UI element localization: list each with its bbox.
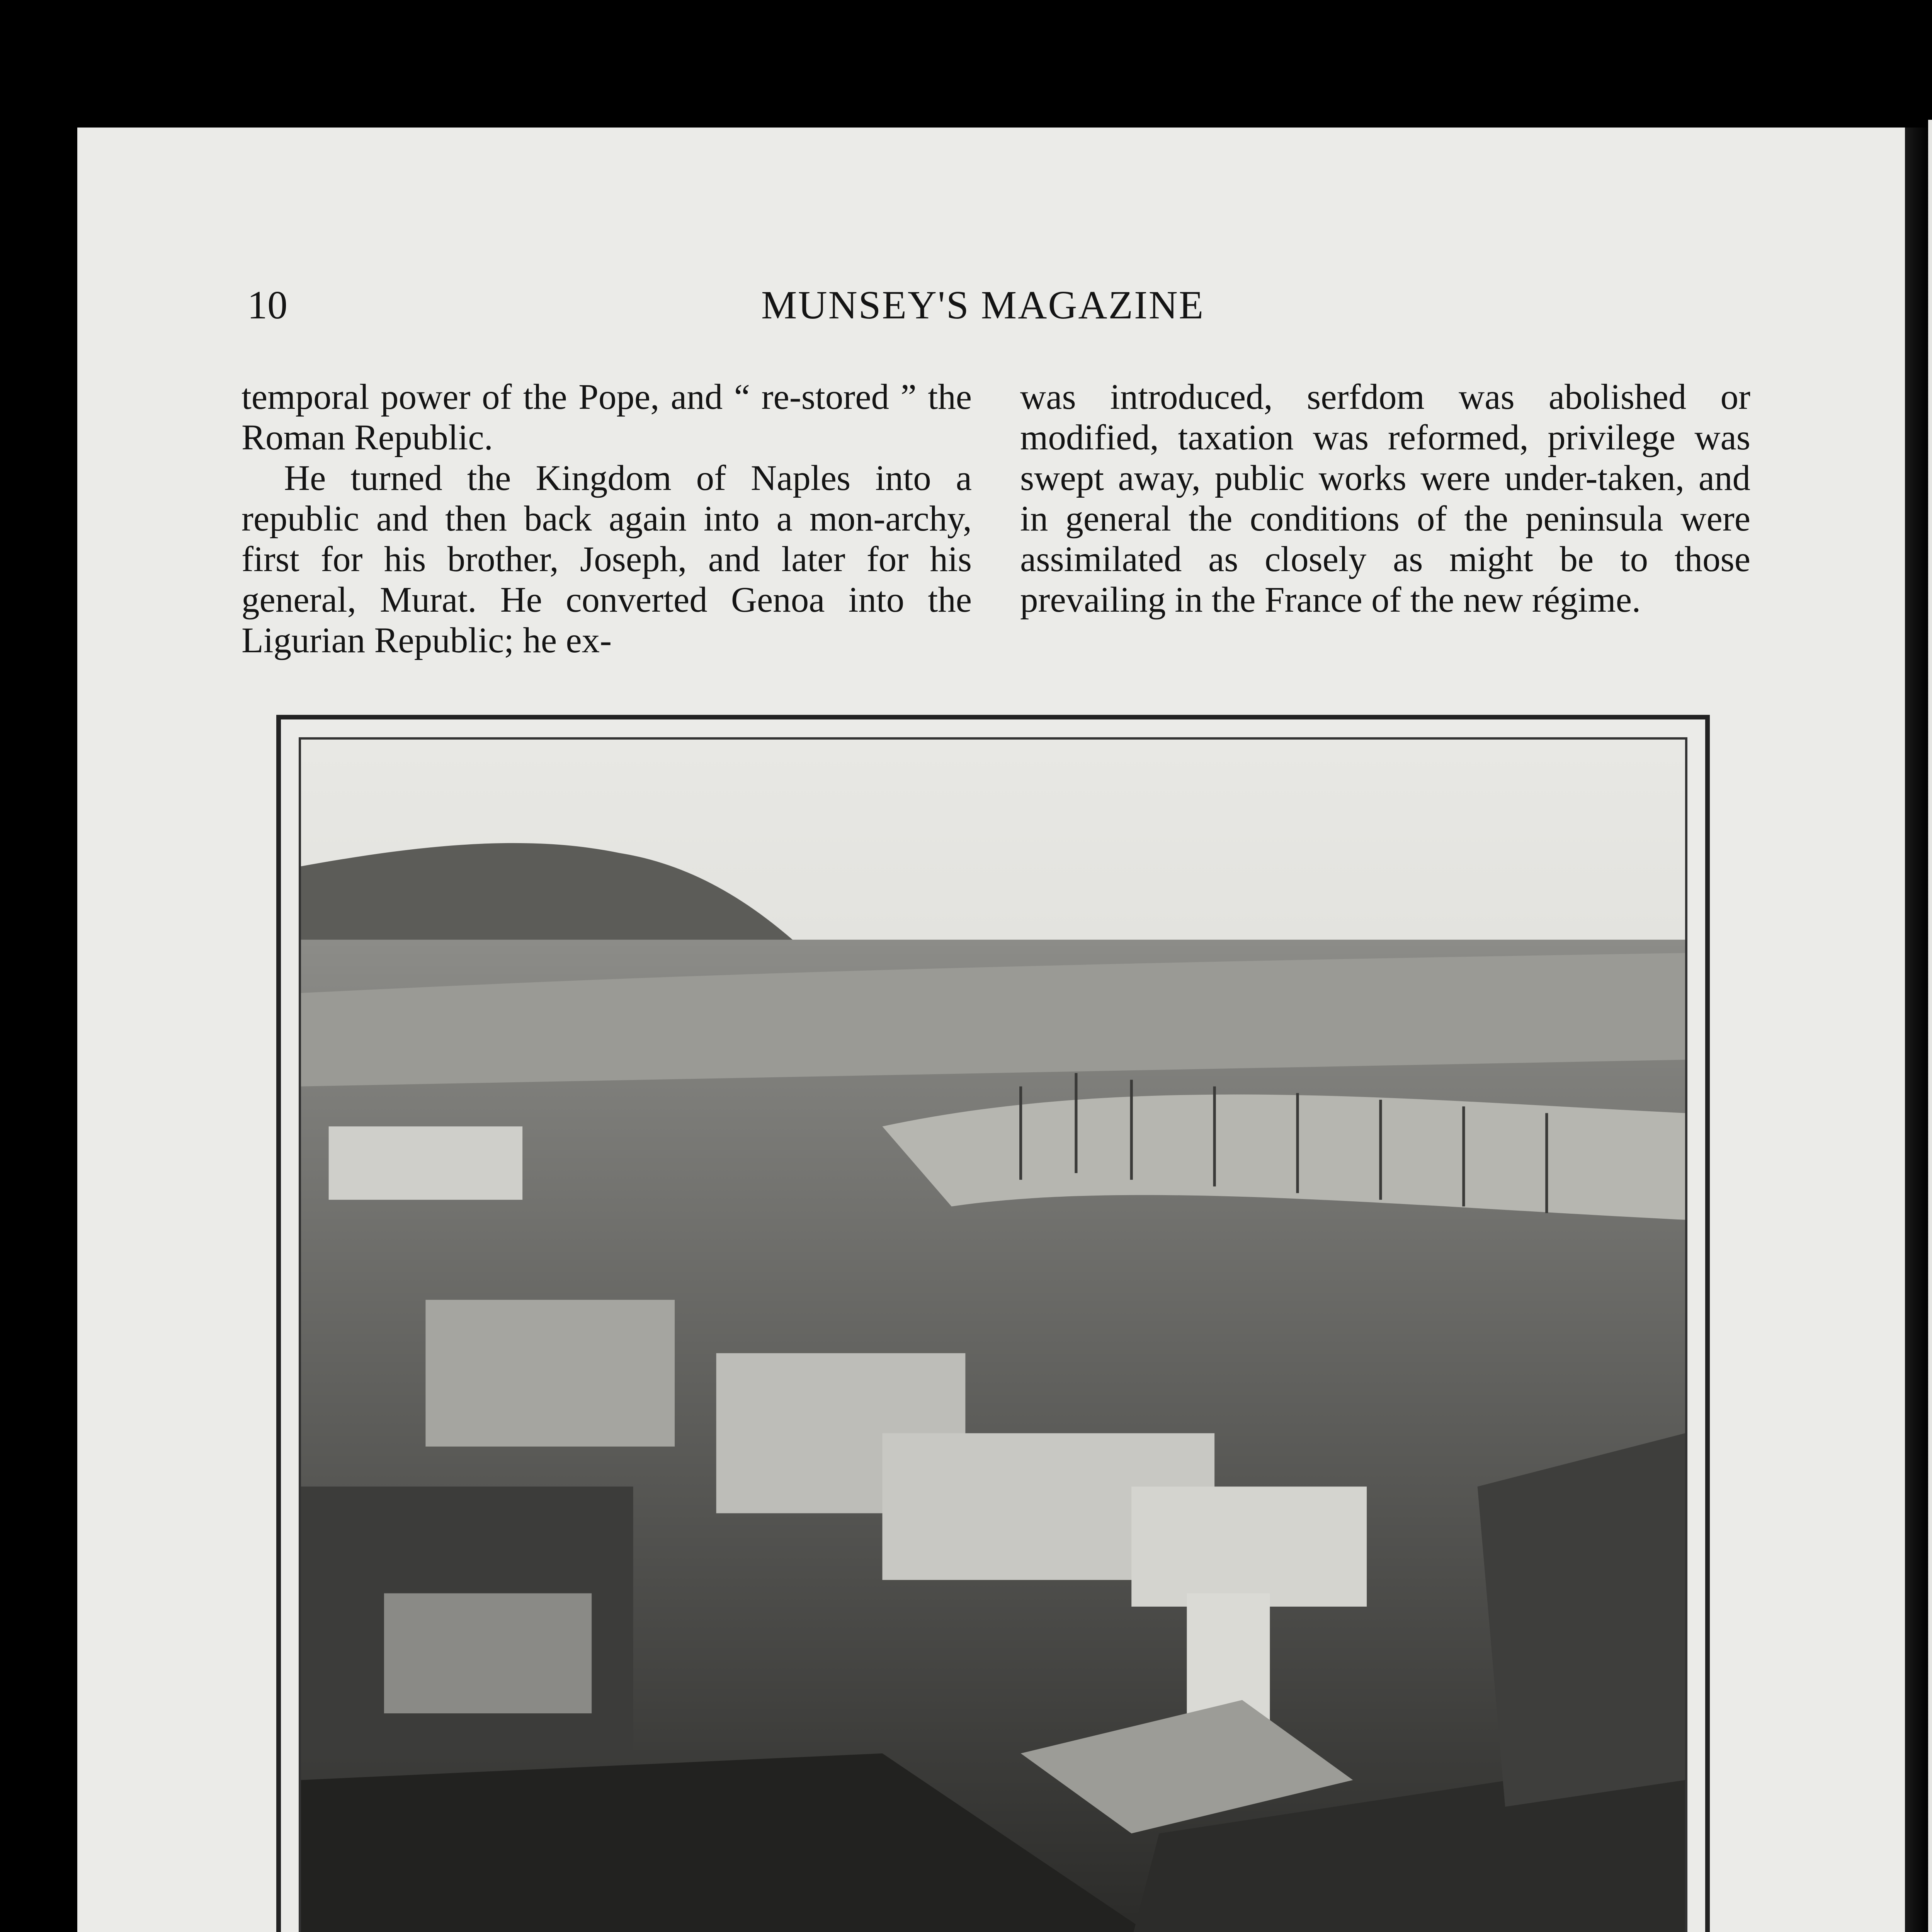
text-column-top-left <box>242 377 972 661</box>
photograph-image <box>301 740 1685 1932</box>
paragraph: temporal power of the Pope, and “ re-stored ” the Roman Republic. <box>242 377 972 457</box>
page-gutter <box>1905 128 1928 1932</box>
running-title: MUNSEY'S MAGAZINE <box>761 283 1205 327</box>
adjacent-page-edge <box>1928 120 1932 1932</box>
paragraph: was introduced, serfdom was abolished or modified, taxation was reformed, privilege was swept away, public works were under-taken, and in general the conditions of the peninsula were assimilated as closely as might be to those prevailing in the France of the new régime. <box>1020 377 1750 620</box>
paragraph: He turned the Kingdom of Naples into a republic and then back again into a mon-archy, first for his brother, Joseph, and later for his general, Murat. He converted Genoa into the Ligurian Republic; he ex- <box>242 458 972 660</box>
photo-frame <box>276 715 1710 1932</box>
text-column-top-right <box>1020 377 1750 620</box>
page-number: 10 <box>247 283 287 327</box>
page-header <box>247 282 1731 340</box>
harbor-photograph <box>299 737 1687 1932</box>
